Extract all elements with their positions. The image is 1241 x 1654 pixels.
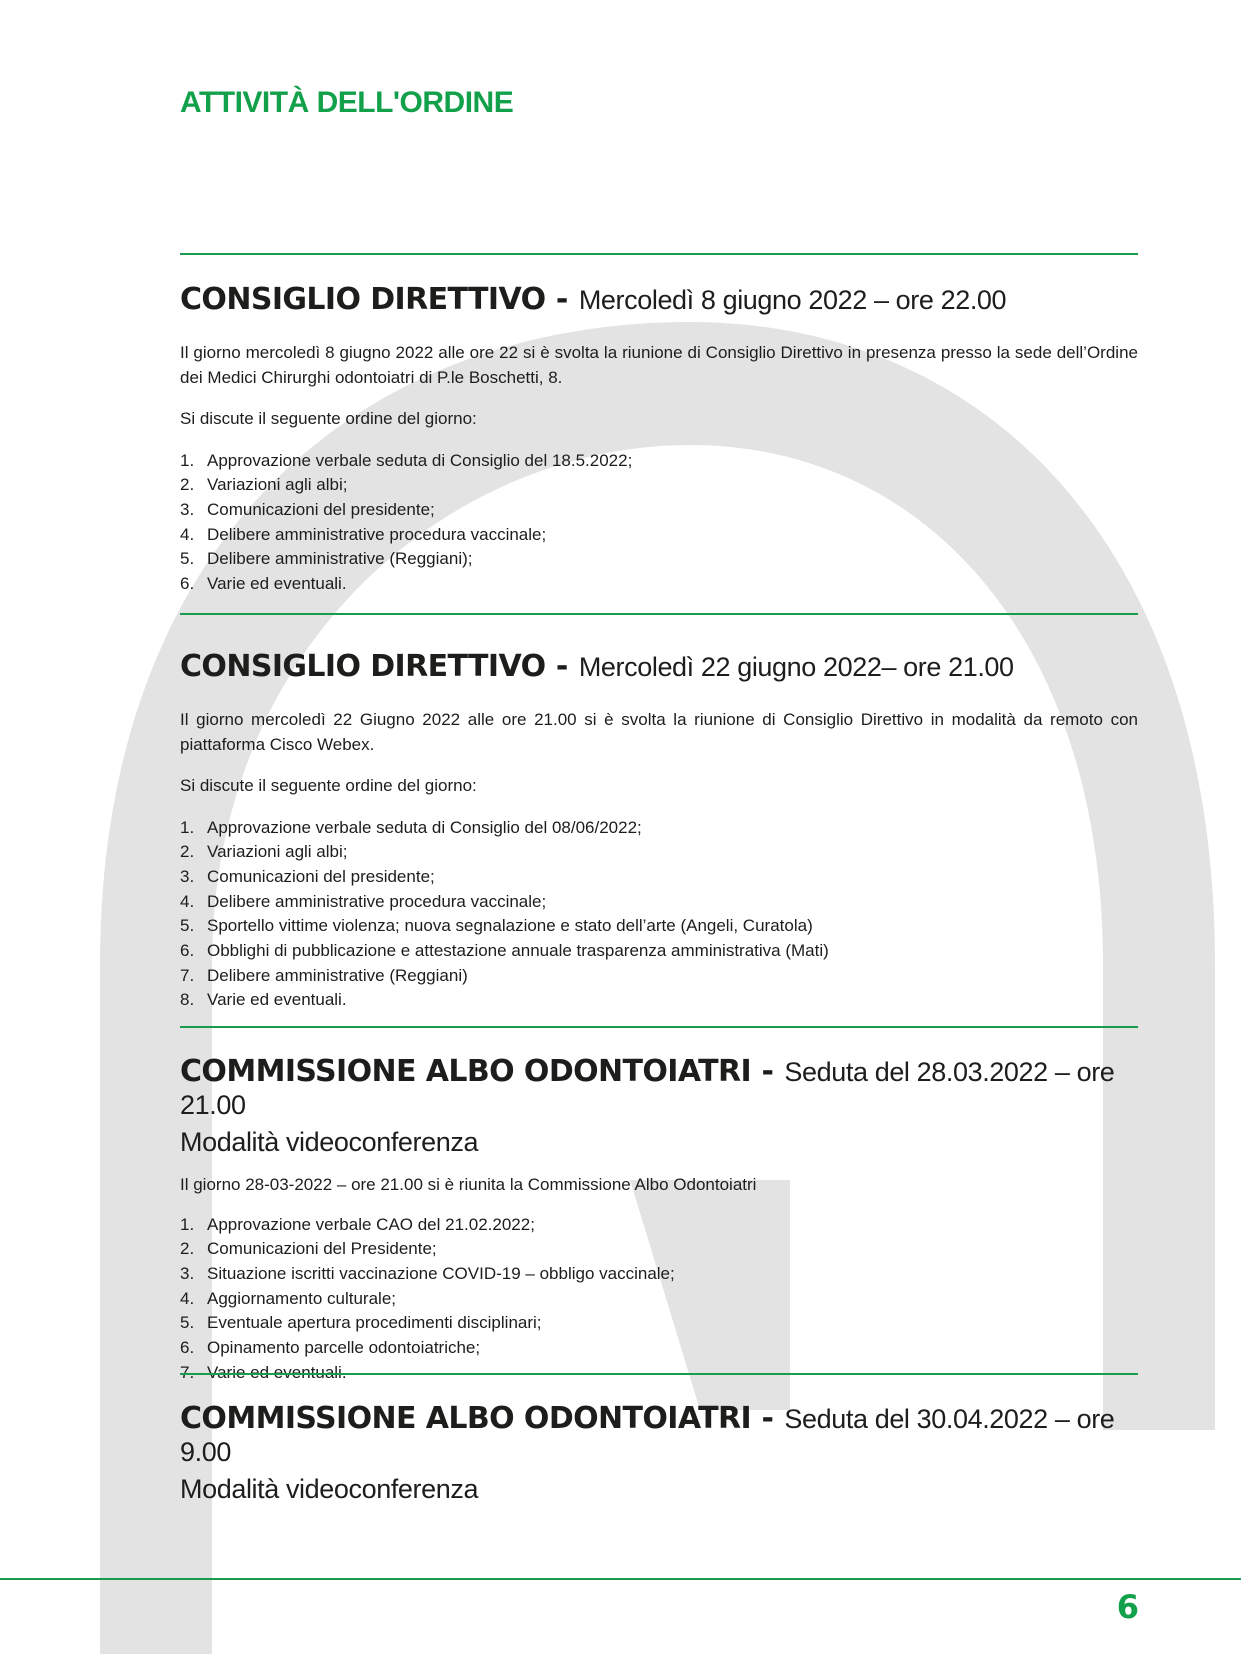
meeting-intro: Il giorno 28-03-2022 – ore 21.00 si è riunita la Commissione Albo Odontoiatri bbox=[180, 1174, 757, 1194]
agenda-item bbox=[180, 547, 1138, 572]
divider-rule bbox=[180, 1026, 1138, 1028]
agenda-item-number: 5. bbox=[180, 916, 195, 936]
agenda-item-text: Varie ed eventuali. bbox=[207, 574, 347, 594]
meeting-section-3 bbox=[180, 1055, 1138, 1385]
meeting-section-4 bbox=[180, 1402, 1138, 1505]
agenda-item-text: Sportello vittime violenza; nuova segnalazione e stato dell’arte (Angeli, Curatola) bbox=[207, 916, 813, 936]
section-header: ATTIVITÀ DELL'ORDINE bbox=[180, 86, 514, 119]
agenda-item-text: Approvazione verbale seduta di Consiglio del 08/06/2022; bbox=[207, 817, 642, 837]
agenda-list bbox=[180, 816, 1138, 1014]
divider-rule bbox=[180, 613, 1138, 615]
agenda-item-text: Approvazione verbale CAO del 21.02.2022; bbox=[207, 1214, 535, 1234]
meeting-title-separator: - bbox=[751, 1401, 785, 1436]
agenda-item-number: 4. bbox=[180, 524, 195, 544]
meeting-title-date: Seduta del 30.04.2022 – ore 9.00 bbox=[180, 1404, 1115, 1467]
agenda-item-number: 2. bbox=[180, 475, 195, 495]
agenda-list bbox=[180, 1213, 1138, 1386]
agenda-item-number: 1. bbox=[180, 817, 195, 837]
divider-rule bbox=[180, 253, 1138, 255]
agenda-item-text: Approvazione verbale seduta di Consiglio del 18.5.2022; bbox=[207, 450, 633, 470]
agenda-item-text: Delibere amministrative procedura vaccinale; bbox=[207, 524, 547, 544]
agenda-item-text: Comunicazioni del presidente; bbox=[207, 499, 435, 519]
agenda-item-number: 4. bbox=[180, 891, 195, 911]
meeting-title bbox=[180, 1055, 1138, 1121]
agenda-item-text: Eventuale apertura procedimenti disciplinari; bbox=[207, 1313, 542, 1333]
meeting-subtitle: Modalità videoconferenza bbox=[180, 1473, 479, 1504]
agenda-item bbox=[180, 816, 1138, 841]
agenda-item-number: 7. bbox=[180, 1362, 195, 1382]
footer-rule bbox=[0, 1578, 1241, 1580]
agenda-item-text: Variazioni agli albi; bbox=[207, 842, 348, 862]
agenda-item-text: Comunicazioni del Presidente; bbox=[207, 1239, 437, 1259]
agenda-item-text: Delibere amministrative (Reggiani) bbox=[207, 965, 468, 985]
meeting-section-2 bbox=[180, 650, 1138, 1013]
agenda-item-number: 7. bbox=[180, 965, 195, 985]
agenda-item-number: 1. bbox=[180, 1214, 195, 1234]
agenda-item bbox=[180, 1311, 1138, 1336]
agenda-item-number: 3. bbox=[180, 866, 195, 886]
agenda-item bbox=[180, 865, 1138, 890]
agenda-lead: Si discute il seguente ordine del giorno: bbox=[180, 408, 477, 428]
agenda-item bbox=[180, 1262, 1138, 1287]
agenda-item bbox=[180, 939, 1138, 964]
agenda-item bbox=[180, 572, 1138, 597]
agenda-item-number: 2. bbox=[180, 842, 195, 862]
meeting-title bbox=[180, 650, 1138, 685]
agenda-item-number: 3. bbox=[180, 499, 195, 519]
agenda-item-number: 6. bbox=[180, 941, 195, 961]
meeting-subtitle: Modalità videoconferenza bbox=[180, 1126, 479, 1157]
agenda-item-number: 8. bbox=[180, 990, 195, 1010]
divider-rule bbox=[180, 1373, 1138, 1375]
agenda-item bbox=[180, 449, 1138, 474]
agenda-item-number: 3. bbox=[180, 1263, 195, 1283]
agenda-item bbox=[180, 890, 1138, 915]
agenda-item-number: 2. bbox=[180, 1239, 195, 1259]
meeting-section-1 bbox=[180, 283, 1138, 597]
agenda-item-text: Varie ed eventuali. bbox=[207, 1362, 347, 1382]
agenda-item-number: 4. bbox=[180, 1288, 195, 1308]
agenda-item bbox=[180, 498, 1138, 523]
agenda-item bbox=[180, 964, 1138, 989]
agenda-lead: Si discute il seguente ordine del giorno: bbox=[180, 775, 477, 795]
agenda-item-text: Comunicazioni del presidente; bbox=[207, 866, 435, 886]
meeting-title-strong: COMMISSIONE ALBO ODONTOIATRI bbox=[180, 1054, 752, 1089]
meeting-title bbox=[180, 1402, 1138, 1468]
agenda-item bbox=[180, 1213, 1138, 1238]
agenda-list bbox=[180, 449, 1138, 597]
meeting-title-date: Mercoledì 8 giugno 2022 – ore 22.00 bbox=[578, 285, 1007, 315]
agenda-item-number: 6. bbox=[180, 574, 195, 594]
agenda-item-text: Varie ed eventuali. bbox=[207, 990, 347, 1010]
agenda-item-text: Obblighi di pubblicazione e attestazione annuale trasparenza amministrativa (Mati) bbox=[207, 941, 829, 961]
meeting-title-strong: COMMISSIONE ALBO ODONTOIATRI bbox=[180, 1401, 752, 1436]
meeting-intro: Il giorno mercoledì 22 Giugno 2022 alle ore 21.00 si è svolta la riunione di Consiglio Direttivo in modalità da remoto con piattaforma Cisco Webex. bbox=[180, 709, 1138, 754]
agenda-item-number: 5. bbox=[180, 549, 195, 569]
agenda-item-text: Variazioni agli albi; bbox=[207, 475, 348, 495]
agenda-item-number: 5. bbox=[180, 1313, 195, 1333]
meeting-title-date: Seduta del 28.03.2022 – ore 21.00 bbox=[180, 1057, 1115, 1120]
meeting-title-strong: CONSIGLIO DIRETTIVO bbox=[180, 282, 546, 317]
meeting-title-separator: - bbox=[545, 649, 579, 684]
agenda-item-text: Aggiornamento culturale; bbox=[207, 1288, 397, 1308]
agenda-item-text: Delibere amministrative (Reggiani); bbox=[207, 549, 473, 569]
agenda-item-text: Situazione iscritti vaccinazione COVID-19 – obbligo vaccinale; bbox=[207, 1263, 675, 1283]
agenda-item-number: 1. bbox=[180, 450, 195, 470]
agenda-item-number: 6. bbox=[180, 1338, 195, 1358]
meeting-title-strong: CONSIGLIO DIRETTIVO bbox=[180, 649, 546, 684]
meeting-title-date: Mercoledì 22 giugno 2022– ore 21.00 bbox=[578, 652, 1014, 682]
meeting-title-separator: - bbox=[545, 282, 579, 317]
agenda-item bbox=[180, 840, 1138, 865]
page-number: 6 bbox=[1116, 1588, 1139, 1626]
agenda-item bbox=[180, 473, 1138, 498]
meeting-title-separator: - bbox=[751, 1054, 785, 1089]
agenda-item bbox=[180, 1287, 1138, 1312]
meeting-title bbox=[180, 283, 1138, 318]
agenda-item bbox=[180, 914, 1138, 939]
agenda-item bbox=[180, 523, 1138, 548]
agenda-item bbox=[180, 1336, 1138, 1361]
agenda-item bbox=[180, 988, 1138, 1013]
meeting-intro: Il giorno mercoledì 8 giugno 2022 alle ore 22 si è svolta la riunione di Consiglio Direttivo in presenza presso la sede dell’Ordine dei Medici Chirurghi odontoiatri di P.le Boschetti, 8. bbox=[180, 342, 1138, 387]
agenda-item-text: Delibere amministrative procedura vaccinale; bbox=[207, 891, 547, 911]
agenda-item bbox=[180, 1237, 1138, 1262]
agenda-item-text: Opinamento parcelle odontoiatriche; bbox=[207, 1338, 481, 1358]
